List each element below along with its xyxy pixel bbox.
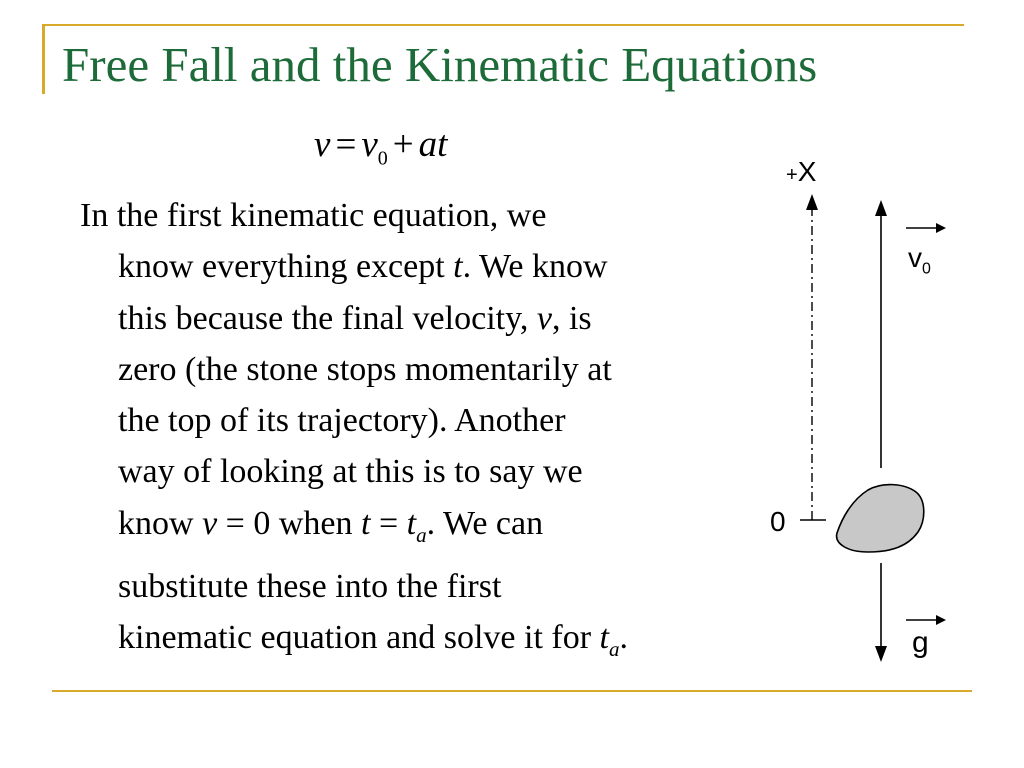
eq-v0: v: [361, 124, 378, 165]
slide-title: Free Fall and the Kinematic Equations: [62, 37, 818, 92]
text: . We can: [426, 504, 544, 542]
text: In the first kinematic equation, we: [80, 197, 547, 234]
position-axis-arrowhead: [806, 194, 818, 210]
text: substitute these into the first: [118, 567, 502, 605]
text: =: [370, 504, 407, 542]
text: way of looking at this is to say we: [118, 453, 583, 491]
axis-letter: X: [797, 156, 817, 187]
eq-v0-sub: 0: [377, 147, 388, 170]
var-t: t: [360, 504, 371, 542]
velocity-subscript: 0: [922, 260, 931, 278]
text: know: [118, 504, 203, 542]
text: = 0 when: [217, 504, 361, 542]
text: know everything except: [118, 248, 454, 286]
velocity-letter: v: [908, 242, 922, 273]
origin-label: 0: [770, 506, 786, 537]
text: kinematic equation and solve it for: [118, 619, 600, 657]
var-v: v: [202, 504, 218, 542]
text: . We know: [462, 248, 608, 286]
axis-label: [786, 158, 816, 186]
eq-equals: =: [335, 124, 357, 165]
g-vector-head: [936, 615, 946, 625]
velocity-label: [908, 244, 931, 278]
text: .: [619, 619, 628, 657]
text: , is: [551, 299, 592, 337]
var-t: t: [453, 248, 463, 286]
eq-plus: +: [392, 124, 414, 165]
var-t: t: [599, 619, 609, 657]
var-v: v: [536, 299, 552, 337]
gravity-arrowhead: [875, 646, 887, 662]
eq-at: at: [418, 124, 448, 165]
v0-vector-head: [936, 223, 946, 233]
velocity-arrowhead: [875, 200, 887, 216]
eq-v: v: [314, 124, 331, 165]
var-a-sub: a: [608, 636, 620, 661]
text: the top of its trajectory). Another: [118, 402, 566, 440]
var-a-sub: a: [416, 522, 427, 547]
axis-sign: +: [786, 164, 798, 186]
text: zero (the stone stops momentarily at: [118, 350, 612, 388]
gravity-label: g: [912, 626, 929, 659]
stone-shape: [837, 485, 924, 552]
text: this because the final velocity,: [118, 299, 537, 337]
var-t: t: [406, 504, 417, 542]
